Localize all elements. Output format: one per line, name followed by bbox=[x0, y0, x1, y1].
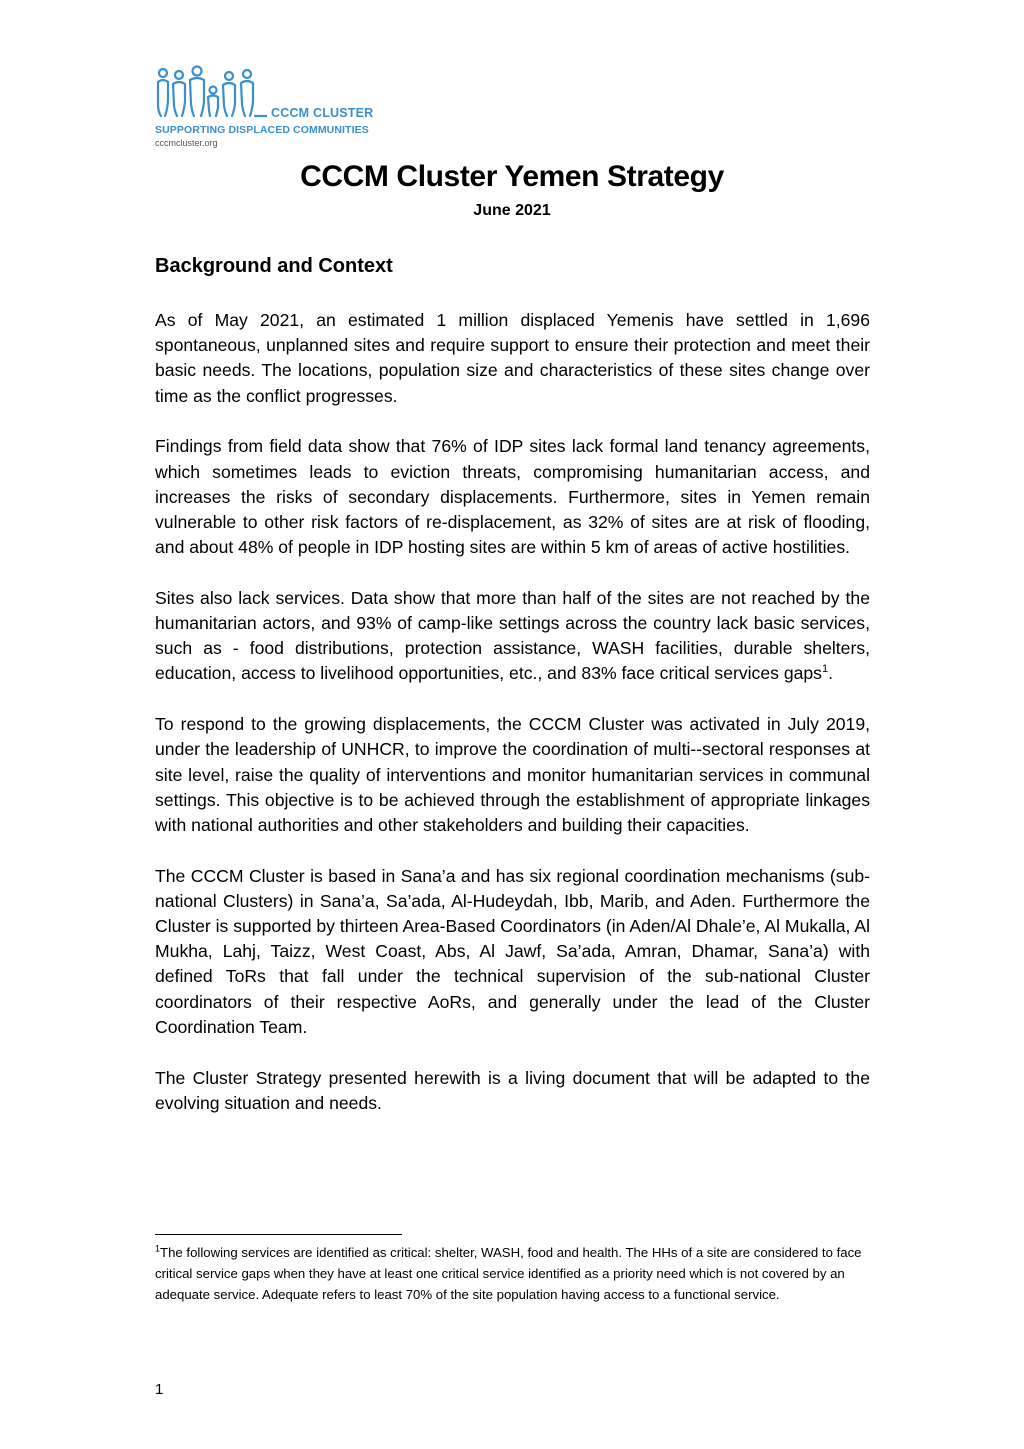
footnote-divider bbox=[155, 1234, 402, 1235]
footnote bbox=[155, 1242, 870, 1305]
document-body bbox=[155, 308, 870, 1141]
paragraph: As of May 2021, an estimated 1 million displaced Yemenis have settled in 1,696 spontaneous, unplanned sites and require support to ensure their protection and meet their basic needs. The locations, population size and characteristics of these sites change over time as the conflict progresses. bbox=[155, 310, 870, 406]
logo-name: CCCM CLUSTER bbox=[271, 106, 374, 120]
paragraph: The Cluster Strategy presented herewith is a living document that will be adapted to the evolving situation and needs. bbox=[155, 1067, 870, 1113]
footnote-text: The following services are identified as critical: shelter, WASH, food and health. The HHs of a site are considered to face critical service gaps when they have at least one critical service identified as a priority need which is not covered by an adequate service. Adequate refers to least 70% of the site population having access to a functional service. bbox=[155, 1245, 862, 1302]
section-heading: Background and Context bbox=[155, 255, 393, 277]
page-number: 1 bbox=[155, 1381, 164, 1398]
paragraph: Findings from field data show that 76% of IDP sites lack formal land tenancy agreements, which sometimes leads to eviction threats, compromising humanitarian access, and increases the risks of secondary displacements. Furthermore, sites in Yemen remain vulnerable to other risk factors of re-displacement, as 32% of sites are at risk of flooding, and about 48% of people in IDP hosting sites are within 5 km of areas of active hostilities. bbox=[155, 436, 870, 558]
paragraph: The CCCM Cluster is based in Sana’a and has six regional coordination mechanisms (sub-national Clusters) in Sana’a, Sa’ada, Al-Hudeydah, Ibb, Marib, and Aden. Furthermore the Cluster is supported by thirteen Area-Based Coordinators (in Aden/Al Dhale’e, Al Mukalla, Al Mukha, Lahj, Taizz, West Coast, Abs, Al Jawf, Sa’ada, Amran, Dhamar, Sana’a) with defined ToRs that fall under the technical supervision of the sub-national Cluster coordinators of their respective AoRs, and generally under the lead of the Cluster Coordination Team. bbox=[155, 865, 870, 1037]
document-title: CCCM Cluster Yemen Strategy bbox=[300, 160, 724, 193]
displaced-people-figures-icon bbox=[155, 64, 267, 124]
logo-tagline: SUPPORTING DISPLACED COMMUNITIES bbox=[155, 124, 369, 136]
footnote-reference: 1 bbox=[821, 663, 829, 676]
paragraph bbox=[155, 586, 870, 687]
footnote-number: 1 bbox=[155, 1243, 161, 1254]
paragraph: To respond to the growing displacements, the CCCM Cluster was activated in July 2019, under the leadership of UNHCR, to improve the coordination of multi--sectoral responses at site level, raise the quality of interventions and monitor humanitarian services in communal settings. This objective is to be achieved through the establishment of appropriate linkages with national authorities and other stakeholders and building their capacities. bbox=[155, 714, 870, 835]
cccm-cluster-logo bbox=[155, 64, 395, 152]
paragraph-trailing-period: . bbox=[828, 663, 833, 684]
document-date: June 2021 bbox=[473, 202, 551, 219]
paragraph-text: Sites also lack services. Data show that more than half of the sites are not reached by the humanitarian actors, and 93% of camp-like settings across the country lack basic services, such as - food distributions, protection assistance, WASH facilities, durable shelters, education, access to livelihood opportunities, etc., and 83% face critical services gaps bbox=[155, 587, 870, 684]
logo-url: cccmcluster.org bbox=[155, 138, 218, 148]
